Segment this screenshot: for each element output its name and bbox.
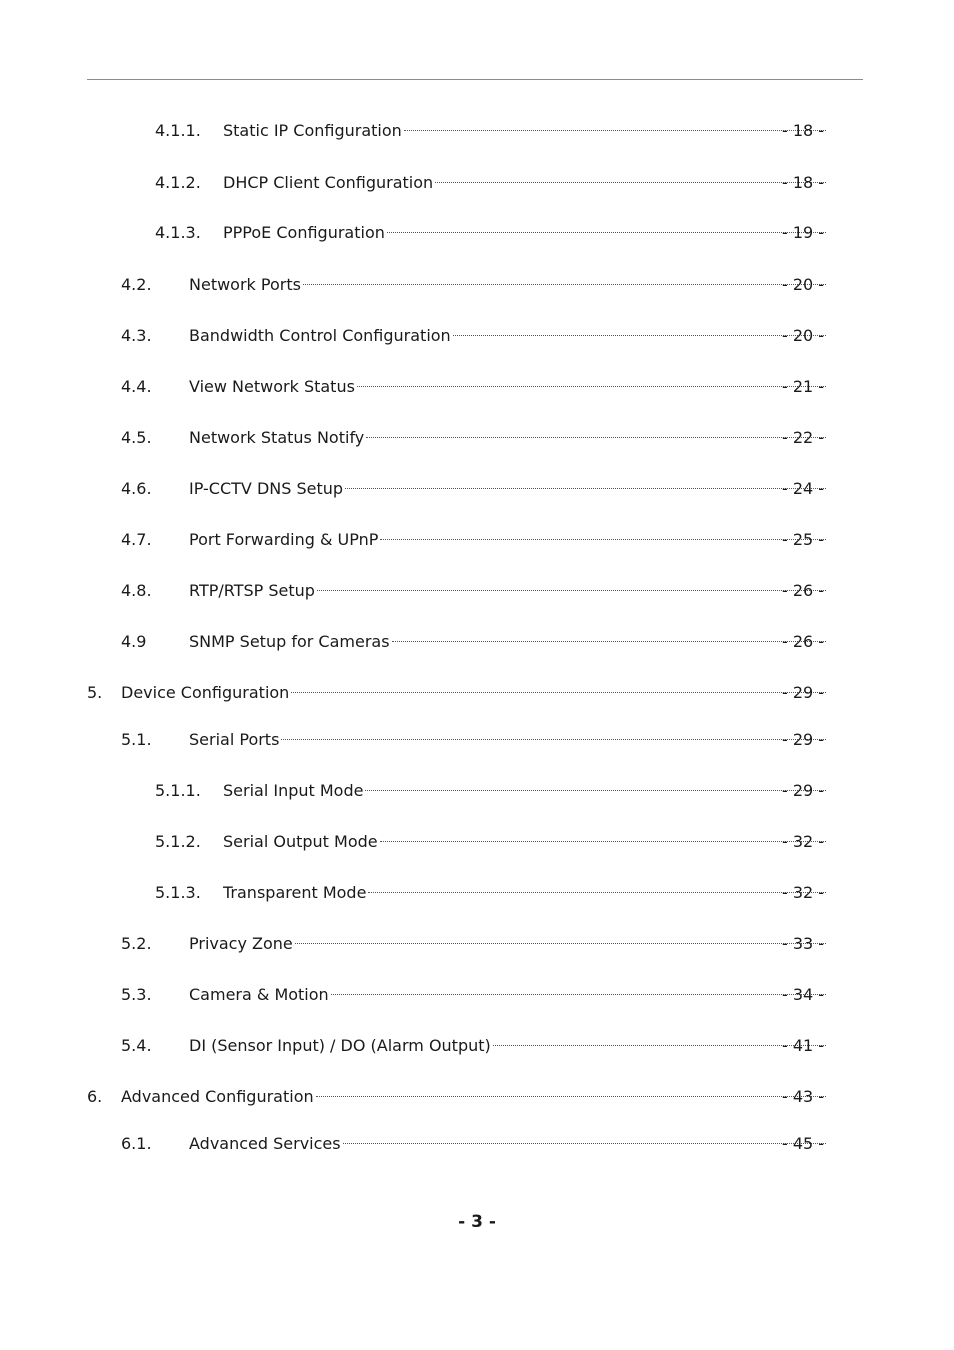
toc-entry-page: - 20 - bbox=[782, 326, 825, 345]
toc-dot-leader bbox=[380, 841, 826, 842]
toc-entry-title-wrap bbox=[189, 1132, 828, 1156]
toc-dot-leader bbox=[435, 182, 826, 183]
toc-entry-number: 4.1.2. bbox=[155, 173, 201, 192]
toc-entry-page: - 29 - bbox=[782, 730, 825, 749]
toc-entry[interactable] bbox=[0, 932, 954, 956]
toc-entry-page: - 20 - bbox=[782, 275, 825, 294]
toc-entry-title: DHCP Client Configuration bbox=[223, 173, 434, 192]
toc-entry-page: - 34 - bbox=[782, 985, 825, 1004]
toc-entry[interactable] bbox=[0, 1034, 954, 1058]
toc-entry-title-wrap bbox=[121, 681, 828, 705]
toc-entry-number: 6.1. bbox=[121, 1134, 152, 1153]
toc-entry-number: 5.2. bbox=[121, 934, 152, 953]
toc-dot-leader bbox=[366, 437, 826, 438]
toc-entry-number: 4.1.3. bbox=[155, 223, 201, 242]
toc-entry-title: RTP/RTSP Setup bbox=[189, 581, 315, 600]
toc-entry[interactable] bbox=[0, 477, 954, 501]
toc-entry-title-wrap bbox=[189, 728, 828, 752]
toc-dot-leader bbox=[291, 692, 826, 693]
toc-entry[interactable] bbox=[0, 375, 954, 399]
toc-entry-page: - 22 - bbox=[782, 428, 825, 447]
toc-entry-page: - 41 - bbox=[782, 1036, 825, 1055]
toc-entry[interactable] bbox=[0, 528, 954, 552]
toc-entry-title-wrap bbox=[223, 779, 828, 803]
toc-entry-number: 4.9 bbox=[121, 632, 147, 651]
toc-entry-page: - 26 - bbox=[782, 632, 825, 651]
toc-entry-page: - 25 - bbox=[782, 530, 825, 549]
toc-entry-page: - 24 - bbox=[782, 479, 825, 498]
toc-entry-number: 5.3. bbox=[121, 985, 152, 1004]
toc-dot-leader bbox=[493, 1045, 826, 1046]
toc-entry-title-wrap bbox=[189, 579, 828, 603]
toc-entry-title: Serial Input Mode bbox=[223, 781, 364, 800]
toc-entry[interactable] bbox=[0, 426, 954, 450]
toc-dot-leader bbox=[295, 943, 826, 944]
toc-entry[interactable] bbox=[0, 579, 954, 603]
toc-entry-title: Serial Ports bbox=[189, 730, 280, 749]
toc-entry-page: - 29 - bbox=[782, 683, 825, 702]
toc-dot-leader bbox=[303, 284, 826, 285]
toc-entry-number: 5.4. bbox=[121, 1036, 152, 1055]
toc-entry-number: 4.1.1. bbox=[155, 121, 201, 140]
toc-dot-leader bbox=[316, 1096, 826, 1097]
toc-entry-page: - 45 - bbox=[782, 1134, 825, 1153]
toc-entry[interactable] bbox=[0, 830, 954, 854]
toc-entry-page: - 33 - bbox=[782, 934, 825, 953]
toc-entry-page: - 19 - bbox=[782, 223, 825, 242]
toc-entry-title-wrap bbox=[189, 324, 828, 348]
toc-dot-leader bbox=[281, 739, 826, 740]
toc-entry-title-wrap bbox=[189, 426, 828, 450]
toc-entry-number: 4.7. bbox=[121, 530, 152, 549]
toc-entry[interactable] bbox=[0, 881, 954, 905]
toc-entry-title: Network Ports bbox=[189, 275, 301, 294]
toc-entry[interactable] bbox=[0, 1085, 954, 1109]
toc-entry-title: View Network Status bbox=[189, 377, 355, 396]
toc-entry-title-wrap bbox=[223, 221, 828, 245]
toc-dot-leader bbox=[357, 386, 826, 387]
toc-entry-title: Network Status Notify bbox=[189, 428, 365, 447]
toc-entry[interactable] bbox=[0, 171, 954, 195]
toc-entry-title-wrap bbox=[189, 630, 828, 654]
toc-entry[interactable] bbox=[0, 324, 954, 348]
toc-entry-title-wrap bbox=[223, 171, 828, 195]
toc-entry-title: Camera & Motion bbox=[189, 985, 329, 1004]
toc-dot-leader bbox=[343, 1143, 826, 1144]
toc-entry-title-wrap bbox=[223, 881, 828, 905]
toc-entry-title-wrap bbox=[189, 932, 828, 956]
toc-entry-title: Serial Output Mode bbox=[223, 832, 378, 851]
toc-entry-number: 4.2. bbox=[121, 275, 152, 294]
toc-entry-title: Port Forwarding & UPnP bbox=[189, 530, 379, 549]
toc-dot-leader bbox=[331, 994, 826, 995]
toc-entry[interactable] bbox=[0, 221, 954, 245]
toc-entry-page: - 26 - bbox=[782, 581, 825, 600]
toc-entry-title: Privacy Zone bbox=[189, 934, 293, 953]
toc-entry-title: Transparent Mode bbox=[223, 883, 367, 902]
toc-entry-title: Bandwidth Control Configuration bbox=[189, 326, 451, 345]
toc-dot-leader bbox=[404, 130, 826, 131]
toc-entry-page: - 32 - bbox=[782, 832, 825, 851]
toc-dot-leader bbox=[387, 232, 826, 233]
toc-entry-page: - 21 - bbox=[782, 377, 825, 396]
toc-entry-title: PPPoE Configuration bbox=[223, 223, 385, 242]
toc-entry-title-wrap bbox=[121, 1085, 828, 1109]
toc-entry-page: - 43 - bbox=[782, 1087, 825, 1106]
toc-entry[interactable] bbox=[0, 1132, 954, 1156]
toc-entry-title-wrap bbox=[189, 1034, 828, 1058]
toc-entry-title-wrap bbox=[189, 983, 828, 1007]
toc-entry-page: - 18 - bbox=[782, 121, 825, 140]
toc-dot-leader bbox=[345, 488, 826, 489]
toc-dot-leader bbox=[368, 892, 826, 893]
toc-entry-page: - 18 - bbox=[782, 173, 825, 192]
toc-entry-title: Device Configuration bbox=[121, 683, 290, 702]
toc-entry[interactable] bbox=[0, 681, 954, 705]
toc-entry-number: 4.8. bbox=[121, 581, 152, 600]
toc-entry-number: 5.1.2. bbox=[155, 832, 201, 851]
toc-entry-title-wrap bbox=[189, 273, 828, 297]
toc-entry[interactable] bbox=[0, 119, 954, 143]
toc-entry-title-wrap bbox=[189, 528, 828, 552]
toc-entry-title: Advanced Configuration bbox=[121, 1087, 314, 1106]
toc-entry[interactable] bbox=[0, 630, 954, 654]
toc-dot-leader bbox=[380, 539, 826, 540]
toc-entry-number: 5.1.1. bbox=[155, 781, 201, 800]
toc-entry-title: SNMP Setup for Cameras bbox=[189, 632, 390, 651]
toc-entry-page: - 32 - bbox=[782, 883, 825, 902]
toc-entry-title-wrap bbox=[223, 119, 828, 143]
toc-dot-leader bbox=[317, 590, 826, 591]
toc-entry[interactable] bbox=[0, 983, 954, 1007]
toc-entry[interactable] bbox=[0, 728, 954, 752]
toc-entry-number: 4.6. bbox=[121, 479, 152, 498]
toc-entry-number: 6. bbox=[87, 1087, 103, 1106]
toc-entry-number: 5.1.3. bbox=[155, 883, 201, 902]
toc-entry-title-wrap bbox=[189, 375, 828, 399]
toc-entry-title: Advanced Services bbox=[189, 1134, 341, 1153]
toc-entry-title: DI (Sensor Input) / DO (Alarm Output) bbox=[189, 1036, 491, 1055]
toc-dot-leader bbox=[392, 641, 826, 642]
toc-entry-page: - 29 - bbox=[782, 781, 825, 800]
toc-dot-leader bbox=[365, 790, 826, 791]
toc-entry-title: Static IP Configuration bbox=[223, 121, 402, 140]
toc-dot-leader bbox=[453, 335, 826, 336]
toc-entry-number: 5. bbox=[87, 683, 103, 702]
toc-entry[interactable] bbox=[0, 273, 954, 297]
page-number: - 3 - bbox=[458, 1212, 496, 1232]
toc-entry[interactable] bbox=[0, 779, 954, 803]
toc-entry-title: IP-CCTV DNS Setup bbox=[189, 479, 344, 498]
toc-entry-title-wrap bbox=[223, 830, 828, 854]
toc-entry-number: 4.3. bbox=[121, 326, 152, 345]
toc-entry-number: 4.5. bbox=[121, 428, 152, 447]
toc-entry-number: 4.4. bbox=[121, 377, 152, 396]
toc-entry-number: 5.1. bbox=[121, 730, 152, 749]
toc-entry-title-wrap bbox=[189, 477, 828, 501]
